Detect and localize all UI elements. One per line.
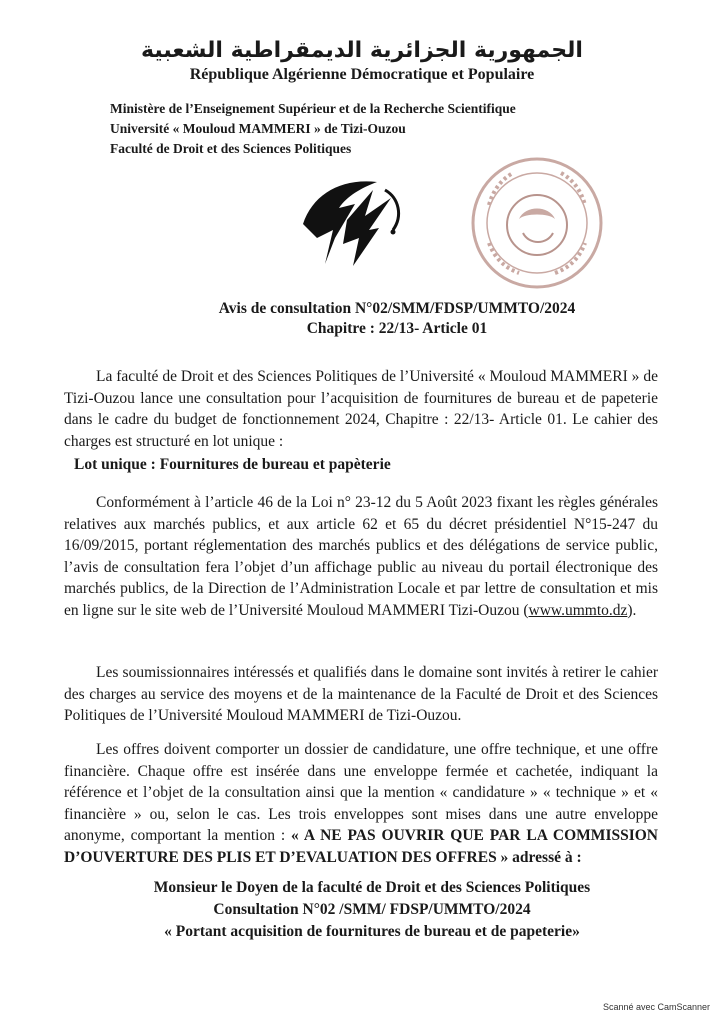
address-block	[0, 877, 724, 943]
arabic-republic-title: الجمهورية الجزائرية الديمقراطية الشعبية	[141, 38, 583, 63]
french-republic-title: République Algérienne Démocratique et Populaire	[189, 66, 535, 83]
paragraph-offers	[64, 739, 658, 868]
address-subject: « Portant acquisition de fournitures de bureau et de papeterie»	[164, 923, 580, 940]
paragraph-intro: La faculté de Droit et des Sciences Politiques de l’Université « Mouloud MAMMERI » de Tizi-Ouzou lance une consultation pour l’acquisition de fournitures de bureau et de papeterie dans le cadre du budget de fonctionnement 2024, Chapitre : 22/13- Article 01. Le cahier des charges est structuré en lot unique :	[64, 368, 658, 450]
address-reference: Consultation N°02 /SMM/ FDSP/UMMTO/2024	[213, 901, 531, 918]
scanner-watermark: Scanné avec CamScanner	[602, 1002, 710, 1012]
lot-heading: Lot unique : Fournitures de bureau et papèterie	[74, 456, 391, 473]
university-logo-icon	[295, 168, 407, 280]
paragraph-offers-text: Les offres doivent comporter un dossier de candidature, une offre technique, et une offre financière. Chaque offre est insérée dans une enveloppe fermée et cachetée, indiquant la référence et l’objet de la consultation ainsi que la mention « candidature » « technique » et « financière » ou, selon le cas. Les trois enveloppes sont mises dans une autre enveloppe anonyme, comportant la mention :	[64, 741, 658, 844]
website-link[interactable]: www.ummto.dz	[528, 601, 628, 619]
paragraph-bidders: Les soumissionnaires intéressés et qualifiés dans le domaine sont invités à retirer le cahier des charges au service des moyens et de la maintenance de la Faculté de Droit et des Sciences Politiques de l’Université Mouloud MAMMERI de Tizi-Ouzou.	[64, 664, 658, 724]
paragraph-legal-text: Conformément à l’article 46 de la Loi n° 23-12 du 5 Août 2023 fixant les règles générales relatives aux marchés publics, et aux article 62 et 65 du décret présidentiel N°15-247 du 16/09/2015, portant réglementation des marchés publics et des délégations de service public, l’avis de consultation fera l’objet d’un affichage public au niveau du portail électronique des marchés publics, de la Direction de l’Administration Locale et par lettre de consultation et mis en ligne sur le site web de l’Université Mouloud MAMMERI Tizi-Ouzou (	[64, 494, 658, 619]
faculty-line: Faculté de Droit et des Sciences Politiques	[110, 141, 352, 156]
address-recipient: Monsieur le Doyen de la faculté de Droit et des Sciences Politiques	[153, 879, 591, 896]
ministry-line: Ministère de l’Enseignement Supérieur et de la Recherche Scientifique	[110, 101, 516, 116]
notice-chapter: Chapitre : 22/13- Article 01	[306, 320, 488, 337]
official-seal-icon	[467, 153, 607, 293]
notice-title-block	[0, 299, 724, 339]
institution-block	[110, 99, 516, 159]
paragraph-offers-mention: « A NE PAS OUVRIR QUE PAR LA COMMISSION D’OUVERTURE DES PLIS ET D’EVALUATION DES OFFRES » adressé à :	[64, 827, 658, 866]
notice-title: Avis de consultation N°02/SMM/FDSP/UMMTO/2024	[218, 300, 576, 317]
paragraph-legal	[64, 492, 658, 621]
university-line: Université « Mouloud MAMMERI » de Tizi-Ouzou	[110, 121, 406, 136]
paragraph-legal-end: ).	[627, 601, 637, 619]
